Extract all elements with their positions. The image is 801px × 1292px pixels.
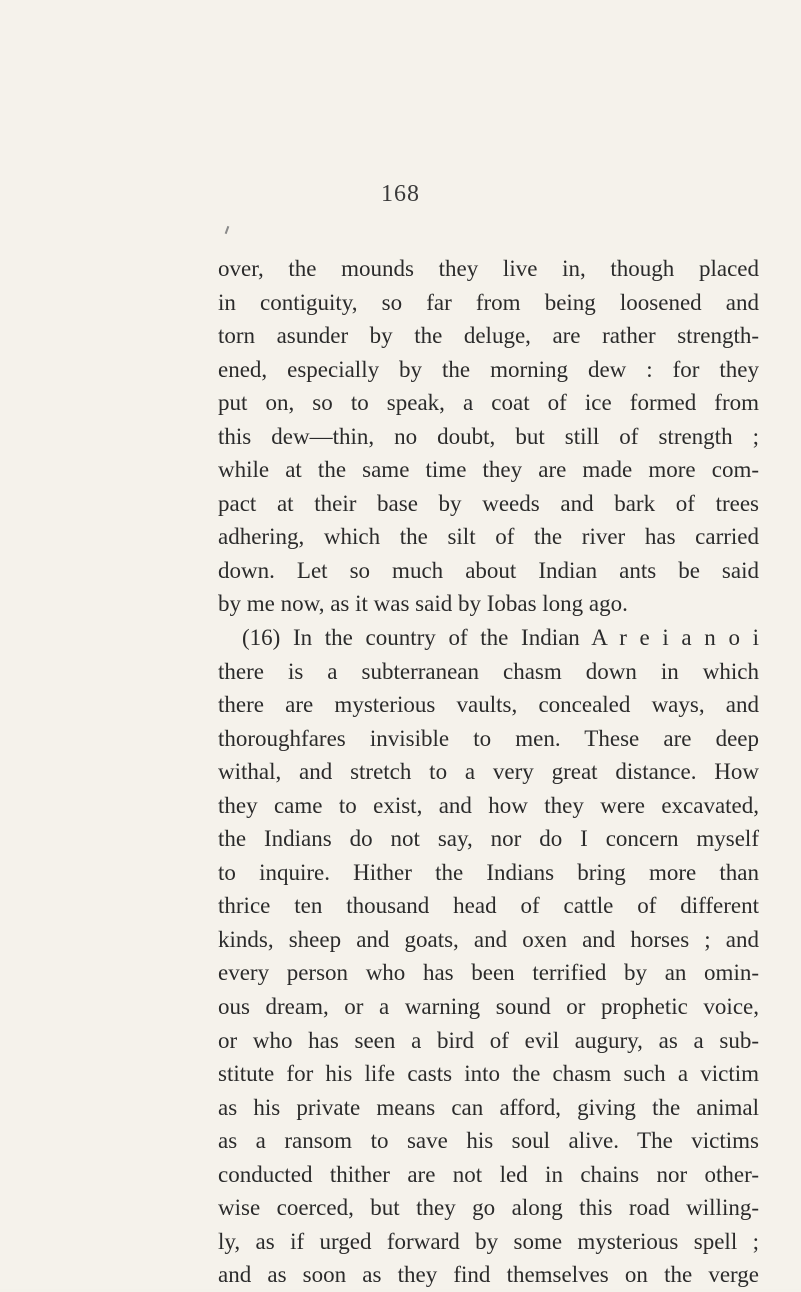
- text-line: conducted thither are not led in chains nor other-: [218, 1161, 759, 1187]
- text-line: ly, as if urged forward by some mysterious spell ;: [218, 1228, 759, 1254]
- text-line: stitute for his life casts into the chasm such a victim: [218, 1061, 759, 1087]
- text-line: they came to exist, and how they were excavated,: [218, 792, 759, 818]
- text-line: the Indians do not say, nor do I concern myself: [218, 826, 759, 852]
- text-line: every person who has been terrified by an omin-: [218, 960, 759, 986]
- page-number: 168: [381, 181, 420, 207]
- body-text: [218, 252, 759, 1292]
- text-line: pact at their base by weeds and bark of trees: [218, 490, 759, 516]
- text-line: as a ransom to save his soul alive. The victims: [218, 1128, 759, 1154]
- text-line: while at the same time they are made more com-: [218, 457, 759, 483]
- text-line: there is a subterranean chasm down in which: [218, 658, 759, 684]
- text-line: over, the mounds they live in, though placed: [218, 256, 759, 281]
- text-line: down. Let so much about Indian ants be said: [218, 557, 759, 583]
- text-line: to inquire. Hither the Indians bring more than: [218, 859, 759, 885]
- text-line: or who has seen a bird of evil augury, as a sub-: [218, 1027, 759, 1053]
- text-line: ous dream, or a warning sound or prophetic voice,: [218, 994, 759, 1020]
- text-line: in contiguity, so far from being loosened and: [218, 289, 759, 315]
- text-line: kinds, sheep and goats, and oxen and horses ; and: [218, 926, 759, 952]
- text-line: this dew—thin, no doubt, but still of strength ;: [218, 423, 759, 449]
- text-line: thrice ten thousand head of cattle of different: [218, 893, 759, 919]
- text-line: withal, and stretch to a very great distance. How: [218, 759, 759, 785]
- text-line: and as soon as they find themselves on the verge: [218, 1262, 759, 1288]
- text-line: (16) In the country of the Indian A r e i a n o i: [242, 625, 759, 651]
- text-line: by me now, as it was said by Iobas long ago.: [218, 591, 628, 617]
- text-line: as his private means can afford, giving the animal: [218, 1094, 759, 1120]
- text-line: torn asunder by the deluge, are rather strength-: [218, 323, 759, 349]
- text-line: adhering, which the silt of the river has carried: [218, 524, 759, 550]
- text-line: put on, so to speak, a coat of ice formed from: [218, 390, 759, 416]
- stray-ink-mark: [225, 226, 230, 234]
- text-line: ened, especially by the morning dew : for they: [218, 356, 759, 382]
- text-line: wise coerced, but they go along this road willing-: [218, 1195, 759, 1221]
- text-line: thoroughfares invisible to men. These are deep: [218, 725, 759, 751]
- text-line: there are mysterious vaults, concealed ways, and: [218, 692, 759, 718]
